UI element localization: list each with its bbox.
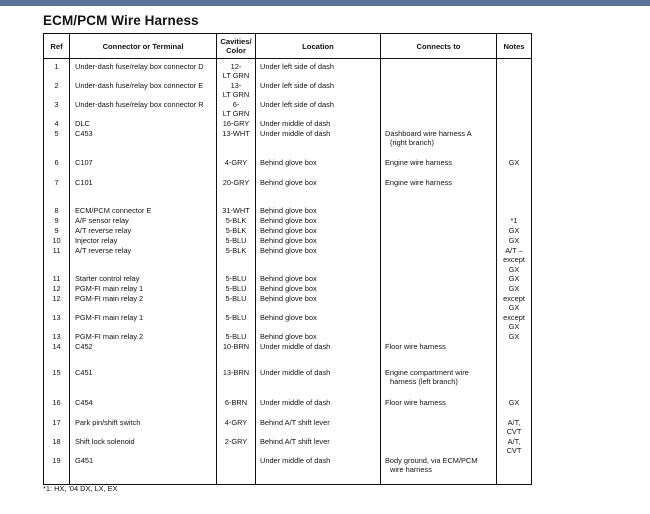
table-row (44, 284, 532, 294)
cell-connects-to (381, 226, 497, 236)
table-row (44, 226, 532, 236)
cell-connects-to (381, 246, 497, 274)
cell-connects-to (381, 129, 497, 158)
cell-cavities (217, 216, 256, 226)
cell-notes (497, 274, 532, 284)
cell-location: Behind glove box (256, 274, 381, 284)
cell-ref: 15 (44, 368, 70, 398)
header-location: Location (256, 34, 381, 59)
cell-notes (497, 342, 532, 368)
cavities-line: 13-BRN (222, 367, 250, 377)
cavities-line: 5-BLU (225, 274, 247, 284)
footnote: *1: HX, '04 DX, LX, EX (43, 484, 118, 493)
table-row (44, 178, 532, 206)
cell-connects-to (381, 294, 497, 313)
cell-notes (497, 129, 532, 158)
cell-notes (497, 284, 532, 294)
connects-to-line: Body ground, via ECM/PCM (385, 455, 478, 465)
cell-location: Under middle of dash (256, 456, 381, 485)
cell-connector: Under-dash fuse/relay box connector R (70, 100, 217, 119)
cell-connects-to (381, 206, 497, 216)
header-connects-to: Connects to (381, 34, 497, 59)
top-accent-bar (0, 0, 650, 6)
table-row (44, 206, 532, 216)
cell-connector: G451 (70, 456, 217, 485)
table-row (44, 119, 532, 129)
notes-line: GX (508, 157, 520, 167)
cell-location: Behind glove box (256, 236, 381, 246)
cell-ref: 9 (44, 216, 70, 226)
cell-cavities (217, 206, 256, 216)
notes-line: CVT (506, 446, 522, 456)
notes-line: GX (508, 322, 520, 332)
cell-location: Under left side of dash (256, 81, 381, 100)
cell-ref: 11 (44, 274, 70, 284)
cell-ref: 5 (44, 129, 70, 158)
cell-connector: A/T reverse relay (70, 226, 217, 236)
connects-to-line: Engine wire harness (385, 177, 452, 187)
header-cavities-line2: Color (226, 46, 246, 55)
cell-location: Behind glove box (256, 216, 381, 226)
cell-connector: PGM-FI main relay 2 (70, 332, 217, 342)
cell-connects-to (381, 456, 497, 485)
cell-cavities (217, 236, 256, 246)
cell-notes (497, 456, 532, 485)
cell-connects-to (381, 284, 497, 294)
table-row (44, 398, 532, 418)
cell-connects-to (381, 59, 497, 81)
cell-connector: PGM-FI main relay 2 (70, 294, 217, 313)
cell-cavities (217, 456, 256, 485)
cell-connector: Injector relay (70, 236, 217, 246)
cavities-line: 4-GRY (224, 417, 248, 427)
cell-location: Behind glove box (256, 332, 381, 342)
cell-connector: A/F sensor relay (70, 216, 217, 226)
cell-connector: C452 (70, 342, 217, 368)
header-cavities (217, 34, 256, 59)
cavities-line: LT GRN (222, 109, 250, 119)
cell-connector: PGM-FI main relay 1 (70, 284, 217, 294)
cell-ref: 16 (44, 398, 70, 418)
cell-cavities (217, 129, 256, 158)
cell-connector: Under-dash fuse/relay box connector E (70, 81, 217, 100)
cavities-line: 5-BLU (225, 235, 247, 245)
cell-ref: 12 (44, 294, 70, 313)
cavities-line: 6-BRN (224, 397, 248, 407)
cell-cavities (217, 100, 256, 119)
wire-harness-table (43, 33, 532, 485)
table-row (44, 236, 532, 246)
notes-line: GX (508, 235, 520, 245)
cell-connects-to (381, 274, 497, 284)
header-ref: Ref (44, 34, 70, 59)
cell-cavities (217, 246, 256, 274)
cell-location: Under middle of dash (256, 342, 381, 368)
cavities-line: 12- (230, 62, 242, 71)
connects-to-line: Floor wire harness (385, 341, 446, 351)
cell-location: Behind glove box (256, 246, 381, 274)
cell-connector: PGM-FI main relay 1 (70, 313, 217, 332)
cell-connector: DLC (70, 119, 217, 129)
cavities-line: 5-BLU (225, 331, 247, 341)
cell-connects-to (381, 342, 497, 368)
table-row (44, 59, 532, 81)
cell-connector: Under-dash fuse/relay box connector D (70, 59, 217, 81)
cell-connector: C451 (70, 368, 217, 398)
notes-line: GX (508, 284, 520, 294)
notes-line: A/T, (507, 417, 521, 427)
table-row (44, 418, 532, 437)
cell-ref: 7 (44, 178, 70, 206)
notes-line: GX (508, 397, 520, 407)
cell-connects-to (381, 418, 497, 437)
cell-connector: ECM/PCM connector E (70, 206, 217, 216)
cell-connector: C454 (70, 398, 217, 418)
cavities-line: 13-WHT (222, 128, 250, 138)
cell-location: Under middle of dash (256, 398, 381, 418)
cell-cavities (217, 313, 256, 332)
cell-location: Behind glove box (256, 226, 381, 236)
table-row (44, 246, 532, 274)
table-row (44, 216, 532, 226)
cell-connector: C107 (70, 158, 217, 178)
connects-to-line: Dashboard wire harness A (385, 128, 472, 138)
cavities-line: 20-GRY (222, 177, 250, 187)
cell-cavities (217, 398, 256, 418)
cavities-line: 5-BLU (225, 294, 247, 304)
cell-ref: 8 (44, 206, 70, 216)
page-title: ECM/PCM Wire Harness (43, 13, 199, 28)
notes-line: CVT (506, 427, 522, 437)
cavities-line: 2-GRY (224, 436, 248, 446)
cell-cavities (217, 332, 256, 342)
cavities-line: 31-WHT (222, 205, 250, 215)
cell-notes (497, 178, 532, 206)
cell-location: Behind glove box (256, 206, 381, 216)
cell-ref: 14 (44, 342, 70, 368)
cell-ref: 13 (44, 313, 70, 332)
table-body (44, 59, 532, 485)
cavities-line: 5-BLU (225, 312, 247, 322)
cell-connects-to (381, 236, 497, 246)
table-row (44, 437, 532, 456)
cell-cavities (217, 368, 256, 398)
cell-cavities (217, 119, 256, 129)
cell-notes (497, 216, 532, 226)
cavities-line: 5-BLK (225, 245, 247, 255)
cell-connector: Starter control relay (70, 274, 217, 284)
cell-connects-to (381, 437, 497, 456)
cell-cavities (217, 226, 256, 236)
table-row (44, 294, 532, 313)
cell-ref: 17 (44, 418, 70, 437)
cell-ref: 1 (44, 59, 70, 81)
cell-location: Under middle of dash (256, 119, 381, 129)
cell-location: Behind glove box (256, 294, 381, 313)
cell-ref: 9 (44, 226, 70, 236)
cell-connector: C101 (70, 178, 217, 206)
notes-line: GX (508, 274, 520, 284)
cell-notes (497, 81, 532, 100)
cell-cavities (217, 284, 256, 294)
cell-notes (497, 236, 532, 246)
cell-notes (497, 158, 532, 178)
notes-line: *1 (510, 215, 518, 225)
cell-connector: A/T reverse relay (70, 246, 217, 274)
cell-notes (497, 398, 532, 418)
connects-to-line: Floor wire harness (385, 397, 446, 407)
cell-ref: 13 (44, 332, 70, 342)
cell-ref: 3 (44, 100, 70, 119)
cell-connects-to (381, 100, 497, 119)
table-header-row (44, 34, 532, 59)
cell-connector: Park pin/shift switch (70, 418, 217, 437)
cell-notes (497, 437, 532, 456)
notes-line: A/T – (505, 245, 523, 255)
cell-cavities (217, 178, 256, 206)
connects-to-line: wire harness (390, 465, 432, 475)
cell-connects-to (381, 119, 497, 129)
notes-line: except (503, 312, 525, 322)
cell-location: Behind glove box (256, 284, 381, 294)
table-row (44, 81, 532, 100)
cell-location: Under middle of dash (256, 129, 381, 158)
cell-notes (497, 59, 532, 81)
cell-notes (497, 332, 532, 342)
cell-ref: 4 (44, 119, 70, 129)
cell-ref: 6 (44, 158, 70, 178)
cavities-line: LT GRN (222, 71, 250, 81)
notes-line: except (503, 255, 525, 265)
table-row (44, 456, 532, 485)
cell-connects-to (381, 81, 497, 100)
cell-notes (497, 246, 532, 274)
cell-notes (497, 313, 532, 332)
cell-notes (497, 226, 532, 236)
notes-line: GX (508, 225, 520, 235)
table-row (44, 158, 532, 178)
cell-cavities (217, 59, 256, 81)
cell-location: Behind A/T shift lever (256, 418, 381, 437)
cell-notes (497, 368, 532, 398)
cavities-line: 6- (232, 99, 240, 109)
cell-cavities (217, 81, 256, 100)
cavities-line: 4-GRY (224, 157, 248, 167)
header-connector: Connector or Terminal (70, 34, 217, 59)
cavities-line: 5-BLU (225, 284, 247, 294)
cell-cavities (217, 437, 256, 456)
cell-ref: 18 (44, 437, 70, 456)
connects-to-line: Engine wire harness (385, 157, 452, 167)
cell-cavities (217, 158, 256, 178)
cell-connects-to (381, 216, 497, 226)
connects-to-line: Engine compartment wire (385, 367, 469, 377)
table-row (44, 129, 532, 158)
cell-connects-to (381, 313, 497, 332)
table-row (44, 313, 532, 332)
connects-to-line: (right branch) (390, 138, 434, 148)
cavities-line: 5-BLK (225, 225, 247, 235)
cell-connector: Shift lock solenoid (70, 437, 217, 456)
header-cavities-line1: Cavities/ (220, 37, 252, 46)
connects-to-line: harness (left branch) (390, 377, 458, 387)
cavities-line: 16-GRY (222, 118, 250, 128)
table-row (44, 100, 532, 119)
cavities-line: 5-BLK (225, 215, 247, 225)
cell-location: Behind glove box (256, 158, 381, 178)
cavities-line: LT GRN (222, 90, 250, 100)
notes-line: GX (508, 264, 520, 274)
table-row (44, 342, 532, 368)
cell-ref: 2 (44, 81, 70, 100)
cell-ref: 12 (44, 284, 70, 294)
cell-connects-to (381, 158, 497, 178)
cell-cavities (217, 274, 256, 284)
cell-ref: 10 (44, 236, 70, 246)
cell-notes (497, 418, 532, 437)
cell-location: Under middle of dash (256, 368, 381, 398)
cell-connects-to (381, 178, 497, 206)
cell-ref: 11 (44, 246, 70, 274)
cell-connects-to (381, 398, 497, 418)
cell-location: Under left side of dash (256, 100, 381, 119)
table-row (44, 332, 532, 342)
cell-connects-to (381, 332, 497, 342)
cell-notes (497, 206, 532, 216)
cell-cavities (217, 342, 256, 368)
cell-location: Behind glove box (256, 313, 381, 332)
cell-notes (497, 100, 532, 119)
header-notes: Notes (497, 34, 532, 59)
notes-line: A/T, (507, 436, 521, 446)
notes-line: except (503, 294, 525, 304)
cell-connector: C453 (70, 129, 217, 158)
table-row (44, 368, 532, 398)
cell-notes (497, 119, 532, 129)
cell-cavities (217, 418, 256, 437)
cavities-line: 13- (230, 80, 242, 90)
table-row (44, 274, 532, 284)
cell-connects-to (381, 368, 497, 398)
cell-location: Behind A/T shift lever (256, 437, 381, 456)
cell-ref: 19 (44, 456, 70, 485)
cavities-line: 10-BRN (222, 341, 250, 351)
notes-line: GX (508, 331, 520, 341)
notes-line: GX (508, 303, 520, 313)
cell-notes (497, 294, 532, 313)
cell-location: Behind glove box (256, 178, 381, 206)
cell-cavities (217, 294, 256, 313)
cell-location: Under left side of dash (256, 59, 381, 81)
